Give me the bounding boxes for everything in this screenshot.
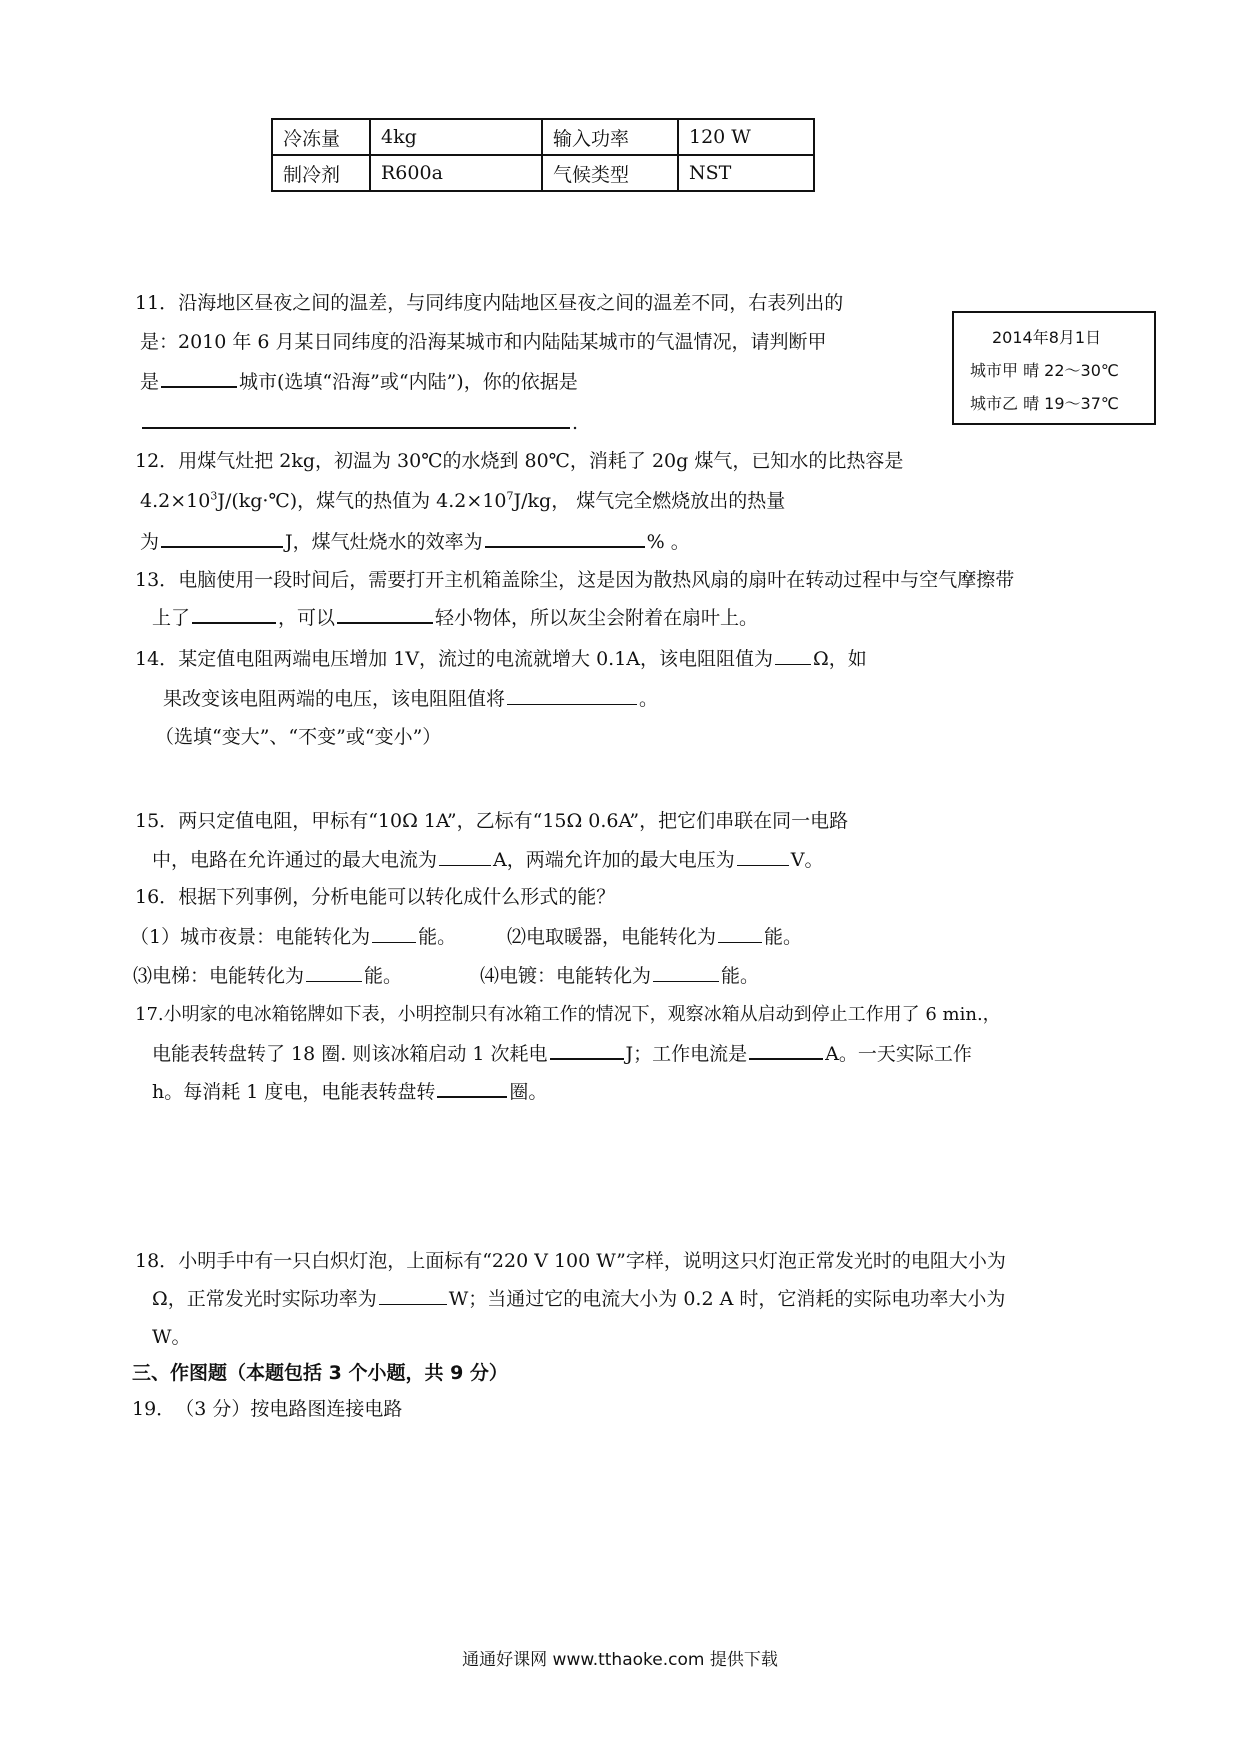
answer-blank[interactable] — [437, 1078, 507, 1098]
answer-blank[interactable] — [337, 604, 433, 624]
q16-line3 — [133, 963, 402, 989]
question-number: 17. — [135, 1004, 164, 1025]
answer-blank[interactable] — [306, 963, 362, 982]
q16-line2b — [507, 924, 802, 950]
q18-line3 — [152, 1324, 191, 1350]
answer-blank[interactable] — [485, 528, 645, 548]
q12-line1 — [135, 448, 903, 474]
question-number: 19． — [132, 1398, 176, 1420]
q13-line2 — [152, 604, 758, 631]
exponent: 3 — [210, 489, 218, 503]
q11-line2 — [140, 329, 827, 355]
question-text: V。 — [790, 849, 824, 871]
question-text: 果改变该电阻两端的电压，该电阻阻值将 — [163, 688, 506, 710]
table-row — [272, 155, 814, 191]
answer-blank[interactable] — [653, 963, 719, 982]
question-text: （3 分）按电路图连接电路 — [175, 1398, 403, 1420]
answer-blank[interactable] — [439, 847, 491, 866]
question-text: Ω，正常发光时实际功率为 — [152, 1288, 377, 1310]
question-text: 能。 — [721, 965, 760, 987]
answer-blank[interactable] — [372, 924, 416, 943]
section-title: 三、作图题（本题包括 3 个小题，共 9 分） — [132, 1362, 508, 1384]
question-text: 轻小物体，所以灰尘会附着在扇叶上。 — [435, 607, 759, 629]
question-number: 11． — [135, 292, 179, 314]
question-text: 是 — [140, 371, 160, 393]
q16-line3b — [480, 963, 759, 989]
q11-line3 — [140, 368, 578, 395]
question-text: 某定值电阻两端电压增加 1V，流过的电流就增大 0.1A，该电阻阻值为 — [178, 648, 774, 670]
question-text: 。 — [639, 688, 659, 710]
question-text: 能。 — [364, 965, 403, 987]
question-text: 电能表转盘转了 18 圈. 则该冰箱启动 1 次耗电 — [152, 1043, 548, 1065]
q17-line2 — [152, 1040, 972, 1067]
question-text: （选填“变大”、“不变”或“变小”） — [155, 726, 442, 748]
question-text: h。每消耗 1 度电，电能表转盘转 — [152, 1081, 436, 1103]
question-number: 13． — [135, 569, 179, 591]
question-number: 12． — [135, 450, 179, 472]
question-number: 14． — [135, 648, 179, 670]
answer-blank[interactable] — [550, 1040, 624, 1060]
table-cell: 冷冻量 — [272, 119, 370, 155]
q14-line3 — [155, 724, 441, 750]
question-number: 18． — [135, 1250, 179, 1272]
q11-line4 — [140, 409, 578, 436]
answer-blank[interactable] — [718, 924, 762, 943]
question-text: ⑵电取暖器，电能转化为 — [507, 926, 717, 948]
q17-line1 — [135, 1002, 1001, 1028]
question-text: ⑷电镀：电能转化为 — [480, 965, 652, 987]
question-text: J/kg， 煤气完全燃烧放出的热量 — [513, 490, 786, 512]
weather-date: 2014年8月1日 — [992, 328, 1102, 347]
answer-blank[interactable] — [379, 1286, 447, 1305]
fridge-spec-table — [271, 118, 815, 192]
q18-line1 — [135, 1248, 1006, 1274]
question-text: 根据下列事例，分析电能可以转化成什么形式的能？ — [178, 886, 616, 908]
question-text: 小明手中有一只白炽灯泡，上面标有“220 V 100 W”字样，说明这只灯泡正常发光时的电阻大小为 — [178, 1250, 1006, 1272]
table-cell: R600a — [370, 155, 542, 191]
question-text: ⑶电梯：电能转化为 — [133, 965, 305, 987]
question-number: 16． — [135, 886, 179, 908]
q16-line1 — [135, 884, 615, 910]
q15-line2 — [152, 847, 823, 873]
answer-blank[interactable] — [749, 1040, 823, 1060]
weather-info-box — [952, 311, 1156, 425]
weather-city-a: 城市甲 晴 22～30℃ — [970, 361, 1119, 380]
q13-line1 — [135, 567, 1014, 593]
table-cell: 制冷剂 — [272, 155, 370, 191]
table-cell: NST — [678, 155, 814, 191]
weather-city-b: 城市乙 晴 19～37℃ — [970, 394, 1119, 413]
table-cell: 输入功率 — [542, 119, 678, 155]
question-text: 能。 — [418, 926, 457, 948]
question-text: J；工作电流是 — [625, 1043, 748, 1065]
question-text: . — [572, 412, 579, 434]
question-text: 圈。 — [509, 1081, 548, 1103]
question-text: Ω，如 — [813, 648, 867, 670]
question-text: A，两端允许加的最大电压为 — [493, 849, 735, 871]
question-text: 为 — [140, 531, 160, 553]
answer-blank[interactable] — [737, 847, 789, 866]
question-text: 能。 — [764, 926, 803, 948]
q12-line2 — [140, 488, 785, 514]
answer-blank[interactable] — [142, 409, 570, 429]
q16-line2 — [130, 924, 456, 950]
answer-blank[interactable] — [507, 686, 637, 705]
q14-line1 — [135, 646, 867, 672]
question-text: J/(kg·℃)，煤气的热值为 4.2×10 — [217, 490, 507, 512]
answer-blank[interactable] — [161, 368, 237, 388]
table-cell: 4kg — [370, 119, 542, 155]
q19-line1 — [132, 1396, 402, 1422]
question-text: 是：2010 年 6 月某日同纬度的沿海某城市和内陆陆某城市的气温情况，请判断甲 — [140, 331, 827, 353]
page-footer: 通通好课网 www.tthaoke.com 提供下载 — [462, 1650, 778, 1670]
q15-line1 — [135, 808, 848, 834]
answer-blank[interactable] — [775, 646, 811, 665]
question-text: J，煤气灶烧水的效率为 — [285, 531, 483, 553]
table-cell: 气候类型 — [542, 155, 678, 191]
q18-line2 — [152, 1286, 1005, 1312]
exponent: 7 — [506, 489, 514, 503]
question-text: % 。 — [646, 531, 690, 553]
question-text: 两只定值电阻，甲标有“10Ω 1A”，乙标有“15Ω 0.6A”，把它们串联在同一电路 — [178, 810, 849, 832]
question-text: 中，电路在允许通过的最大电流为 — [152, 849, 438, 871]
question-text: （1）城市夜景：电能转化为 — [130, 926, 371, 948]
table-cell: 120 W — [678, 119, 814, 155]
question-number: 15． — [135, 810, 179, 832]
q12-line3 — [140, 528, 690, 555]
question-text: ，可以 — [278, 607, 336, 629]
question-text: W。 — [152, 1326, 191, 1348]
question-text: 沿海地区昼夜之间的温差，与同纬度内陆地区昼夜之间的温差不同，右表列出的 — [178, 292, 844, 314]
q11-line1 — [135, 290, 843, 316]
question-text: 电脑使用一段时间后，需要打开主机箱盖除尘，这是因为散热风扇的扇叶在转动过程中与空气摩擦带 — [178, 569, 1015, 591]
question-text: 4.2×10 — [140, 490, 211, 512]
answer-blank[interactable] — [192, 604, 276, 624]
table-row — [272, 119, 814, 155]
q14-line2 — [163, 686, 658, 712]
question-text: 上了 — [152, 607, 191, 629]
question-text: 小明家的电冰箱铭牌如下表，小明控制只有冰箱工作的情况下，观察冰箱从启动到停止工作用了 6 min.， — [163, 1004, 1001, 1025]
question-text: A。一天实际工作 — [825, 1043, 972, 1065]
question-text: 城市(选填“沿海”或“内陆”)，你的依据是 — [239, 371, 578, 393]
question-text: W；当通过它的电流大小为 0.2 A 时，它消耗的实际电功率大小为 — [448, 1288, 1006, 1310]
q17-line3 — [152, 1078, 547, 1105]
question-text: 用煤气灶把 2kg，初温为 30℃的水烧到 80℃，消耗了 20g 煤气，已知水的比热容是 — [178, 450, 904, 472]
answer-blank[interactable] — [161, 528, 283, 548]
